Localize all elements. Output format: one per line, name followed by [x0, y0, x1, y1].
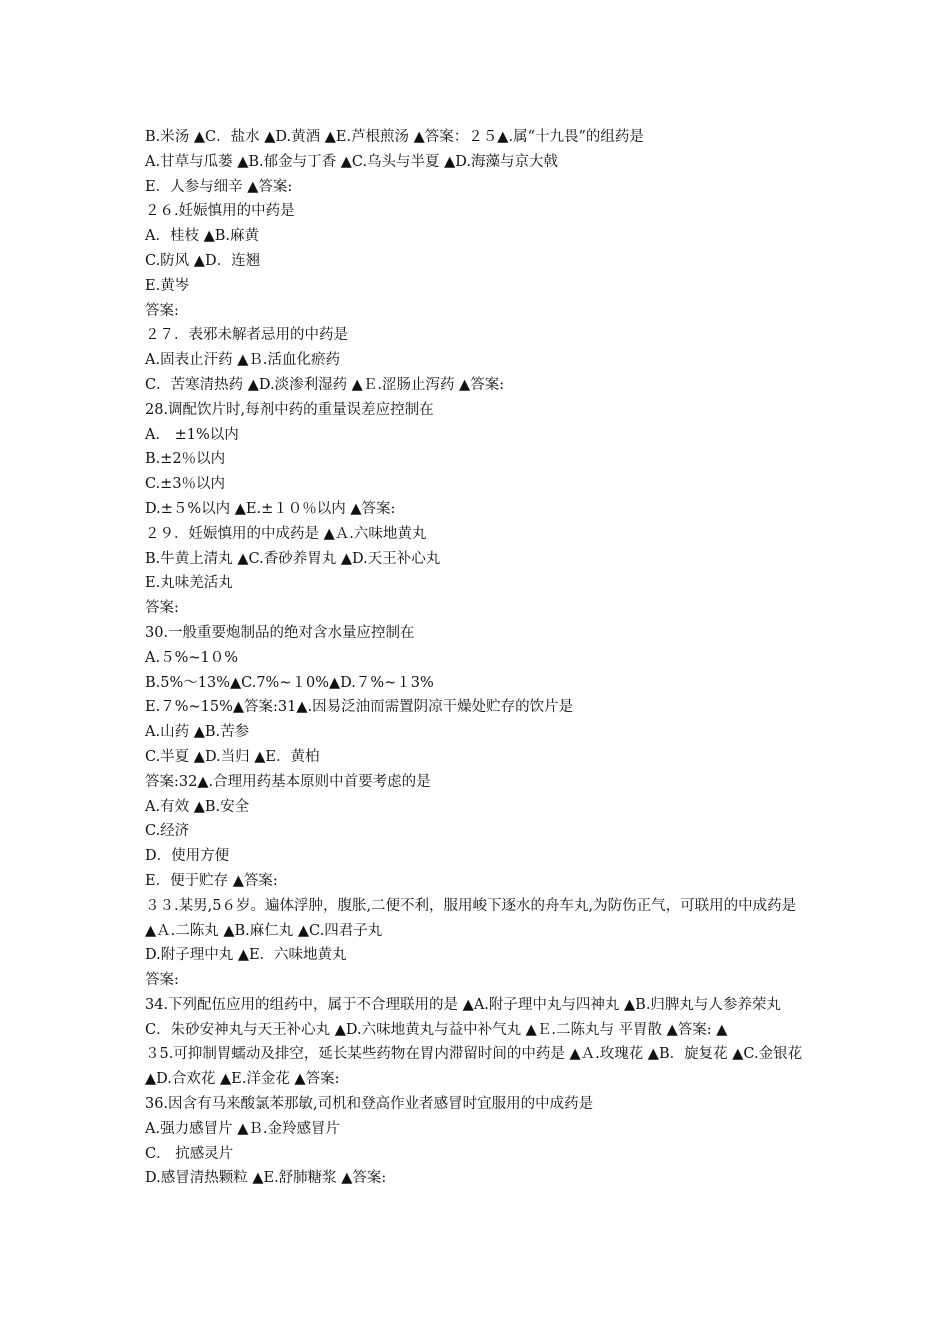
- text-line: C．苦寒清热药 ▲D.淡渗利湿药 ▲Ｅ.涩肠止泻药 ▲答案:: [145, 376, 505, 393]
- document-page: [145, 125, 810, 1191]
- text-line: D.感冒清热颗粒 ▲E.舒肺糖浆 ▲答案:: [145, 1170, 387, 1187]
- text-line: ３5.可抑制胃蠕动及排空，延长某些药物在胃内滞留时间的中药是 ▲Ａ.玫瑰花 ▲B．旋复花 ▲C.金银花 ▲D.合欢花 ▲E.洋金花 ▲答案:: [145, 1046, 803, 1088]
- text-line: A.强力感冒片 ▲Ｂ.金羚感冒片: [145, 1120, 340, 1137]
- text-line: A.有效 ▲B.安全: [145, 798, 250, 815]
- text-line: E．人参与细辛 ▲答案:: [145, 178, 293, 195]
- text-line: A．桂枝 ▲B.麻黄: [145, 228, 259, 245]
- text-line: C．朱砂安神丸与天王补心丸 ▲D.六味地黄丸与益中补气丸 ▲Ｅ.二陈丸与 平胃散 ▲答案: ▲: [145, 1021, 728, 1038]
- text-line: A.固表止汗药 ▲Ｂ.活血化瘀药: [145, 352, 340, 369]
- text-line: B.牛黄上清丸 ▲C.香砂养胃丸 ▲D.天王补心丸: [145, 550, 441, 567]
- text-line: 答案:: [145, 972, 179, 989]
- text-line: 答案:32▲.合理用药基本原则中首要考虑的是: [145, 773, 431, 790]
- text-line: C.±3％以内: [145, 476, 226, 493]
- text-line: 答案:: [145, 600, 179, 617]
- text-line: ３３.某男,5６岁。遍体浮肿，腹胀,二便不利，服用峻下逐水的舟车丸,为防伤正气，可联用的中成药是 ▲Ａ.二陈丸 ▲B.麻仁丸 ▲C.四君子丸: [145, 897, 797, 939]
- text-line: B.±2％以内: [145, 451, 226, 468]
- text-line: D.±５%以内 ▲E.±１０％以内 ▲答案:: [145, 500, 396, 517]
- text-line: B.5%～13%▲C.7%~１0%▲D.７%~１3%: [145, 674, 434, 691]
- text-line: D.附子理中丸 ▲E．六味地黄丸: [145, 947, 347, 964]
- text-line: A.甘草与瓜蒌 ▲B.郁金与丁香 ▲C.乌头与半夏 ▲D.海藻与京大戟: [145, 153, 559, 170]
- text-line: A.山药 ▲B.苦参: [145, 724, 250, 741]
- text-line: 答案:: [145, 302, 179, 319]
- text-line: 30.一般重要炮制品的绝对含水量应控制在: [145, 624, 415, 641]
- text-line: A． ±1%以内: [145, 426, 239, 443]
- text-line: B.米汤 ﻿▲C．盐水 ▲D.黄酒 ▲E.芦根煎汤 ▲答案：２５▲.属“十九畏”的组药是: [145, 129, 644, 145]
- text-line: A.５%~1０%: [145, 649, 239, 666]
- text-line: C． 抗感灵片: [145, 1145, 234, 1162]
- text-line: C.防风 ▲D．连翘: [145, 252, 261, 269]
- text-line: C.半夏 ▲D.当归 ▲E．黄柏: [145, 748, 320, 765]
- text-line: E.黄岑: [145, 277, 190, 294]
- text-line: E.丸味羌活丸: [145, 575, 233, 592]
- text-line: 34.下列配伍应用的组药中，属于不合理联用的是 ▲A.附子理中丸与四神丸 ▲B.归脾丸与人参养荣丸: [145, 996, 781, 1013]
- text-line: ２９．妊娠慎用的中成药是 ▲Ａ.六味地黄丸: [145, 525, 427, 542]
- text-line: ２７．表邪未解者忌用的中药是: [145, 327, 348, 344]
- text-line: ２６.妊娠慎用的中药是: [145, 203, 295, 220]
- text-line: 28.调配饮片时,每剂中药的重量误差应控制在: [145, 401, 434, 418]
- text-line: E．便于贮存 ▲答案:: [145, 872, 278, 889]
- text-line: 36.因含有马来酸氯苯那敏,司机和登高作业者感冒时宜服用的中成药是: [145, 1096, 594, 1113]
- text-line: E.７%~15%▲答案:31▲.因易泛油而需置阴凉干燥处贮存的饮片是: [145, 699, 574, 716]
- text-line: D．使用方便: [145, 848, 230, 865]
- text-line: C.经济: [145, 823, 190, 840]
